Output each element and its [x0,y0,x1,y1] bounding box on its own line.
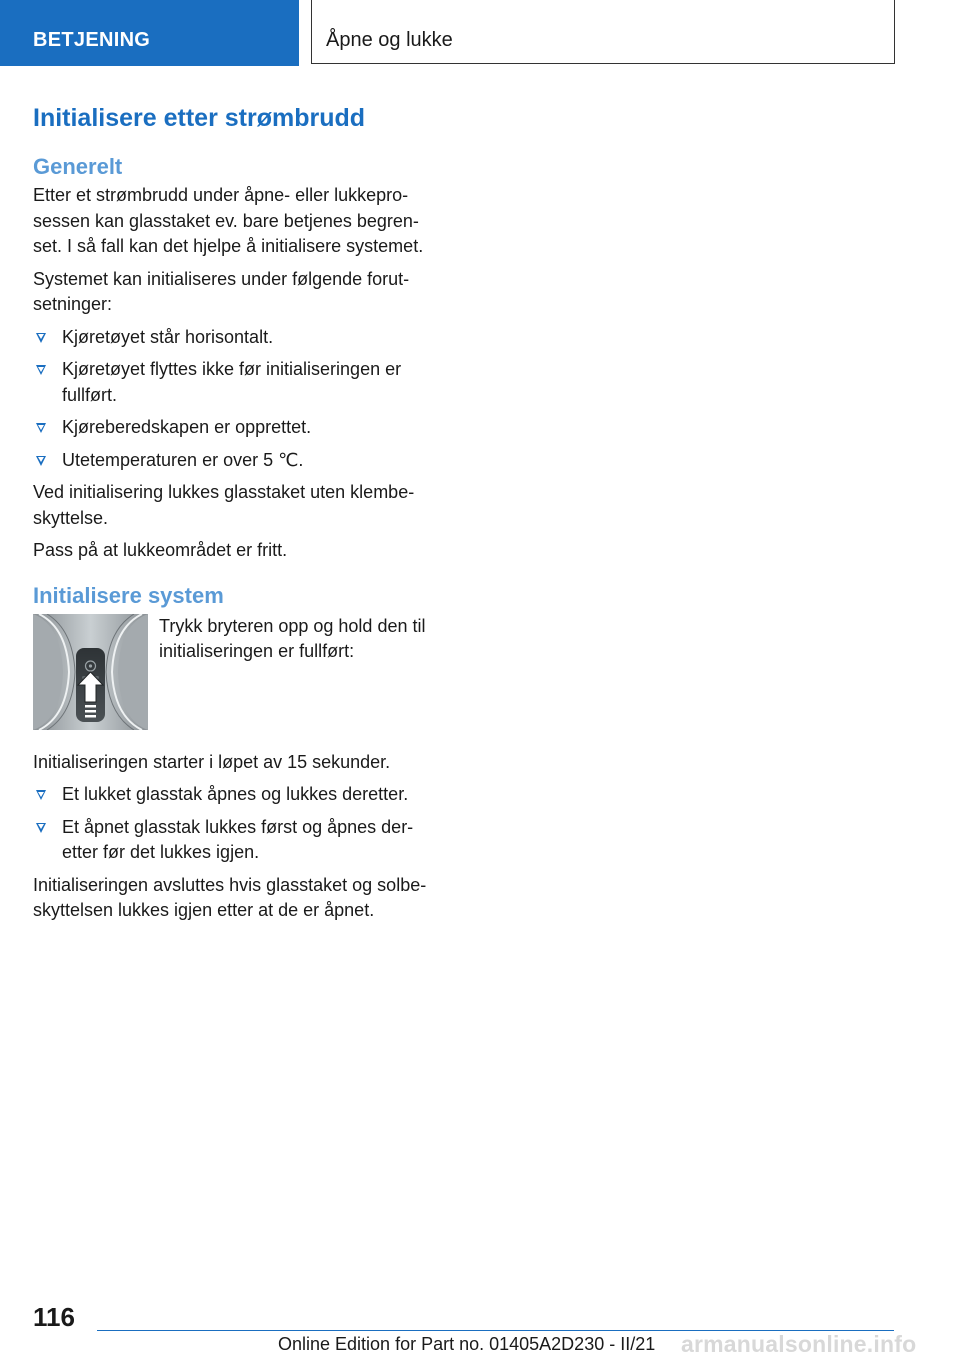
page-title: Initialisere etter strømbrudd [33,104,366,132]
init-behaviour-list [33,782,451,866]
list-item: Utetemperaturen er over 5 ℃. [33,448,451,474]
triangle-bullet-icon [36,423,46,433]
heading-initialisere-system: Initialisere system [33,582,224,608]
header-chapter-box [311,0,895,64]
list-item: Kjøretøyet står horisontalt. [33,325,451,351]
paragraph-general-4: Pass på at lukkeområdet er fritt. [33,540,288,560]
instruction-text: Trykk bryteren opp og hold den til initialiseringen er fullført: [159,615,426,661]
prerequisites-list [33,325,451,474]
triangle-bullet-icon [36,365,46,375]
list-item: Kjøreberedskapen er opprettet. [33,415,451,441]
list-item: Et åpnet glasstak lukkes først og åpnes der- etter før det lukkes igjen. [33,815,451,866]
paragraph-general-1: Etter et strømbrudd under åpne- eller lukkepro- sessen kan glasstaket ev. bare betjenes begren- set. I så fall kan det hjelpe å initialisere systemet. [33,185,424,256]
page-number: 116 [33,1302,75,1332]
list-item: Et lukket glasstak åpnes og lukkes deretter. [33,782,451,808]
section-title: BETJENING [33,29,151,51]
watermark-text: armanualsonline.info [681,1331,917,1357]
triangle-bullet-icon [36,456,46,466]
main-content [33,100,451,931]
instruction-with-image [33,614,451,732]
paragraph-init-1: Initialiseringen starter i løpet av 15 sekunder. [33,751,391,772]
paragraph-init-2: Initialiseringen avsluttes hvis glasstaket og solbe- skyttelsen lukkes igjen etter at de er åpnet. [33,874,427,920]
footer-edition: Online Edition for Part no. 01405A2D230 - II/21 [278,1334,656,1354]
chapter-title: Åpne og lukke [326,29,453,51]
paragraph-general-2: Systemet kan initialiseres under følgende forut- setninger: [33,268,410,314]
list-item: Kjøretøyet flyttes ikke før initialiseringen er fullført. [33,357,451,408]
heading-generelt: Generelt [33,154,123,179]
roof-switch-illustration [33,614,148,730]
paragraph-general-3: Ved initialisering lukkes glasstaket uten klembe- skyttelse. [33,482,415,528]
roof-switch-icon [33,614,148,730]
header-section-tab [0,0,299,66]
triangle-bullet-icon [36,790,46,800]
triangle-bullet-icon [36,333,46,343]
triangle-bullet-icon [36,823,46,833]
